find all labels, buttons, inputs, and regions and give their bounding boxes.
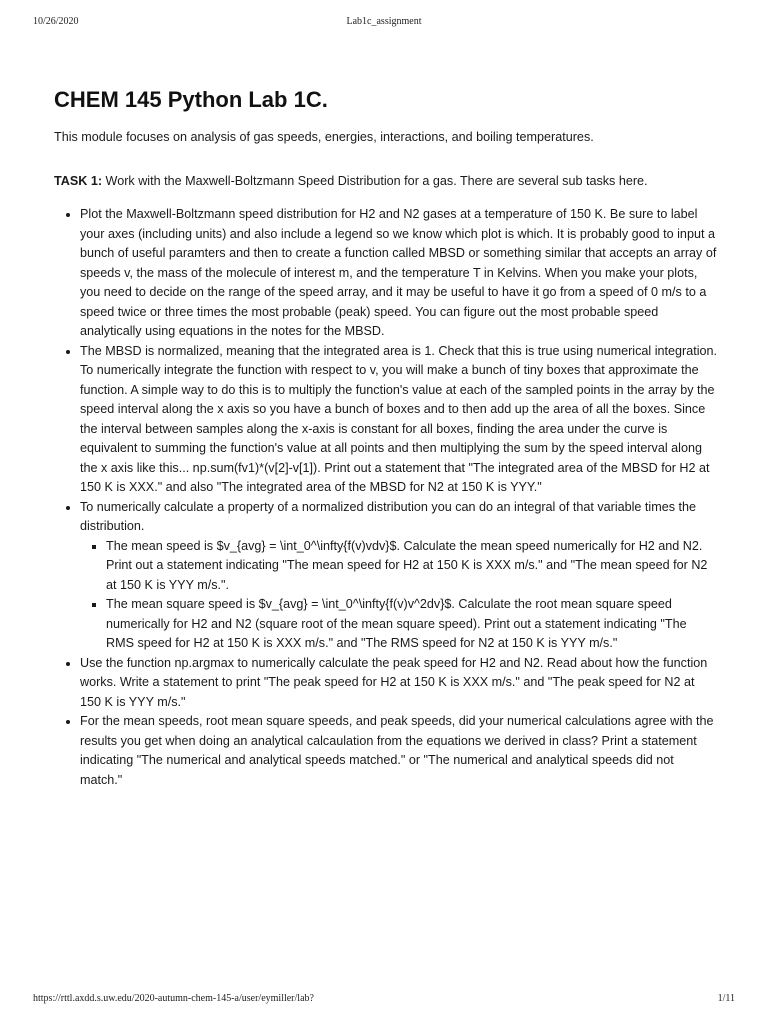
print-footer — [33, 993, 735, 1007]
sub-item-text: The mean square speed is $v_{avg} = \int_0^\infty{f(v)v^2dv}$. Calculate the root mean square speed numerically for H2 and N2 (square root of the mean square speed). Print out a statement indicating "The RMS speed for H2 at 150 K is XXX m/s." and "The RMS speed for N2 at 150 K is YYY m/s." — [106, 597, 687, 650]
list-item-normalization — [80, 342, 718, 498]
task-1-list — [54, 205, 718, 790]
print-date: 10/26/2020 — [33, 16, 79, 27]
list-item-text: For the mean speeds, root mean square speeds, and peak speeds, did your numerical calculations agree with the results you get when doing an analytical calcaulation from the equations we derived in class? Print a statement indicating "The numerical and analytical speeds matched." or "The numerical and analytical speeds did not match." — [80, 714, 714, 787]
list-item-comparison — [80, 712, 718, 790]
list-item-plot-mbsd — [80, 205, 718, 342]
list-item-text: To numerically calculate a property of a normalized distribution you can do an integral of that variable times the distribution. — [80, 499, 697, 533]
sub-item-text: The mean speed is $v_{avg} = \int_0^\infty{f(v)vdv}$. Calculate the mean speed numerically for H2 and N2. Print out a statement indicating "The mean speed for H2 at 150 K is XXX m/s." and "The mean speed for N2 at 150 K is YYY m/s.". — [106, 538, 708, 592]
page-title: CHEM 145 Python Lab 1C. — [54, 87, 328, 112]
print-url: https://rttl.axdd.s.uw.edu/2020-autumn-chem-145-a/user/eymiller/lab? — [33, 993, 314, 1004]
list-item-peak-speed — [80, 654, 718, 713]
notebook-content — [54, 86, 718, 790]
task-1-description: Work with the Maxwell-Boltzmann Speed Distribution for a gas. There are several sub tasks here. — [102, 173, 648, 188]
list-item-distribution-property — [80, 498, 718, 654]
speed-sub-list — [80, 537, 718, 654]
intro-paragraph: This module focuses on analysis of gas speeds, energies, interactions, and boiling temperatures. — [54, 130, 594, 144]
list-item-text: The MBSD is normalized, meaning that the integrated area is 1. Check that this is true using numerical integration. To numerically integrate the function with respect to v, you will make a bunch of tiny boxes that approximate the function. A simple way to do this is to multiply the function's value at each of the sampled points in the array by the speed interval along the x axis so you have a bunch of boxes and to then add up the area of all the boxes. Since the interval between samples along the x-axis is constant for all boxes, finding the area under the curve is equivalent to summing the function's value at all points and then multiplying the sum by the speed interval along the x axis like this... np.sum(fv1)*(v[2]-v[1]). Print out a statement that "The integrated area of the MBSD for H2 at 150 K is XXX." and also "The integrated area of the MBSD for N2 at 150 K is YYY." — [80, 343, 718, 494]
print-header — [33, 16, 735, 30]
list-item-text: Plot the Maxwell-Boltzmann speed distribution for H2 and N2 gases at a temperature of 150 K. Be sure to label your axes (including units) and also include a legend so we know which plot is which. It is probably good to input a bunch of useful paramters and then to create a function called MBSD or something similar that accepts an array of speeds v, the mass of the molecule of interest m, and the temperature T in Kelvins. When you make your plots, you need to decide on the range of the speed array, and it may be useful to have it go from a speed of 0 m/s to a speed twice or three times the most probable (peak) speed. You can figure out the most probable speed analytically using equations in the notes for the MBSD. — [80, 207, 717, 338]
task-1-paragraph — [54, 172, 718, 192]
sub-item-mean-speed — [106, 537, 718, 596]
sub-item-rms-speed — [106, 595, 718, 654]
print-document-title: Lab1c_assignment — [346, 16, 422, 27]
list-item-text: Use the function np.argmax to numerically calculate the peak speed for H2 and N2. Read about how the function works. Write a statement to print "The peak speed for H2 at 150 K is XXX m/s." and "The peak speed for N2 at 150 K is YYY m/s." — [80, 655, 708, 709]
page-number: 1/11 — [717, 993, 735, 1004]
task-1-label: TASK 1: — [54, 173, 103, 188]
